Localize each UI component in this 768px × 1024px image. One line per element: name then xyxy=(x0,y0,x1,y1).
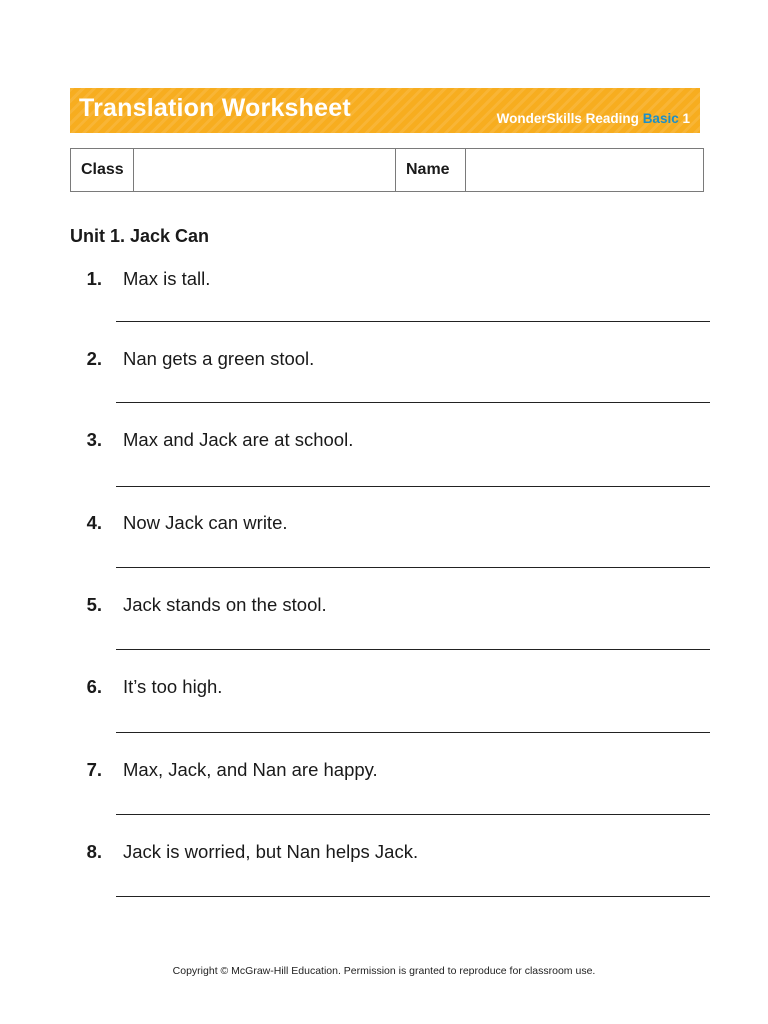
answer-line[interactable] xyxy=(116,896,710,897)
list-item xyxy=(0,268,768,348)
series-level: Basic xyxy=(642,111,679,126)
item-number: 7. xyxy=(86,759,102,780)
list-item xyxy=(0,348,768,428)
class-label: Class xyxy=(71,149,134,192)
item-number: 5. xyxy=(86,594,102,615)
answer-line[interactable] xyxy=(116,321,710,322)
answer-line[interactable] xyxy=(116,649,710,650)
answer-line[interactable] xyxy=(116,732,710,733)
item-sentence: It’s too high. xyxy=(123,676,223,697)
item-number: 3. xyxy=(86,429,102,450)
worksheet-title: Translation Worksheet xyxy=(79,94,351,122)
item-sentence: Jack is worried, but Nan helps Jack. xyxy=(123,841,419,862)
series-prefix: WonderSkills Reading xyxy=(496,111,639,126)
series-label xyxy=(497,111,690,126)
answer-line[interactable] xyxy=(116,567,710,568)
item-number: 8. xyxy=(86,841,102,862)
copyright-footer: Copyright © McGraw-Hill Education. Permission is granted to reproduce for classroom use. xyxy=(172,965,596,977)
unit-title: Unit 1. Jack Can xyxy=(70,226,210,246)
list-item xyxy=(0,676,768,756)
item-sentence: Max is tall. xyxy=(123,268,211,289)
list-item xyxy=(0,594,768,674)
class-field[interactable] xyxy=(134,149,396,192)
item-number: 6. xyxy=(86,676,102,697)
list-item xyxy=(0,512,768,592)
list-item xyxy=(0,841,768,921)
list-item xyxy=(0,759,768,839)
item-sentence: Nan gets a green stool. xyxy=(123,348,315,369)
name-label: Name xyxy=(396,149,466,192)
header-banner xyxy=(70,88,700,133)
name-field[interactable] xyxy=(466,149,704,192)
answer-line[interactable] xyxy=(116,486,710,487)
class-name-table xyxy=(70,148,704,192)
list-item xyxy=(0,429,768,509)
item-sentence: Now Jack can write. xyxy=(123,512,288,533)
item-sentence: Jack stands on the stool. xyxy=(123,594,327,615)
answer-line[interactable] xyxy=(116,402,710,403)
item-number: 2. xyxy=(86,348,102,369)
answer-line[interactable] xyxy=(116,814,710,815)
series-number: 1 xyxy=(682,111,690,126)
item-number: 4. xyxy=(86,512,102,533)
item-sentence: Max, Jack, and Nan are happy. xyxy=(123,759,378,780)
item-sentence: Max and Jack are at school. xyxy=(123,429,354,450)
item-number: 1. xyxy=(86,268,102,289)
